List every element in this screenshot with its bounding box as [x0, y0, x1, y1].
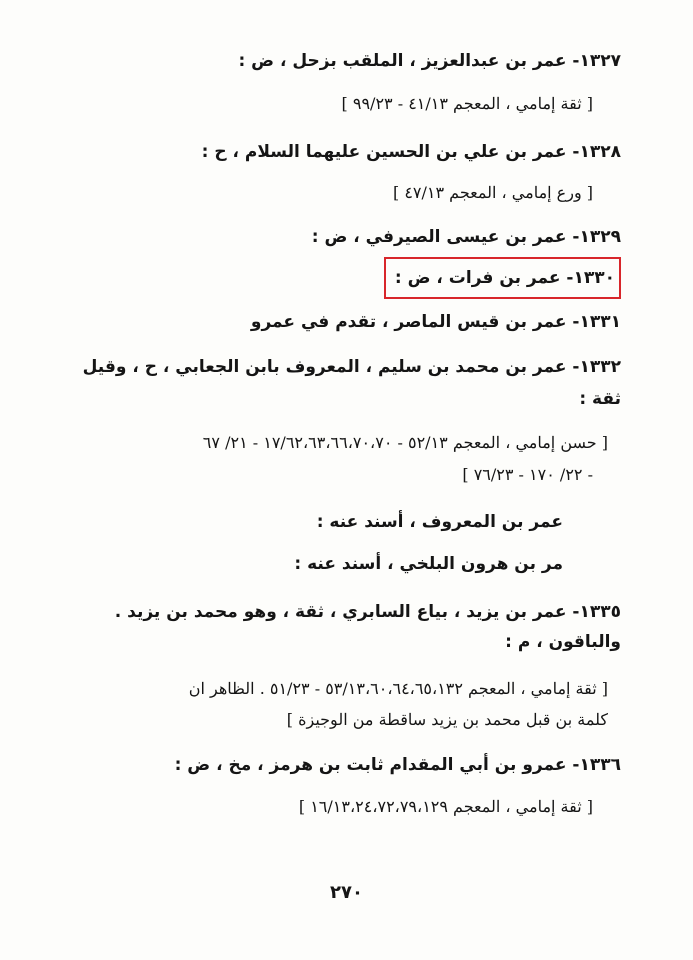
entry-1327: ١٣٢٧- عمر بن عبدالعزيز ، الملقب بزحل ، ض :	[238, 51, 621, 71]
entry-1332: ١٣٣٢- عمر بن محمد بن سليم ، المعروف بابن الجعابي ، ح ، وقيل	[82, 357, 621, 377]
highlight-box	[384, 257, 621, 299]
note-1335: [ ثقة إمامي ، المعجم ٥٣/١٣،٦٠،٦٤،٦٥،١٣٢ - ٥١/٢٣ . الظاهر ان	[188, 679, 608, 698]
entry-1335: ١٣٣٥- عمر بن يزيد ، بياع السابري ، ثقة ، وهو محمد بن يزيد .	[114, 602, 621, 622]
note-1327: [ ثقة إمامي ، المعجم ٤١/١٣ - ٩٩/٢٣ ]	[341, 94, 593, 113]
entry-1336: ١٣٣٦- عمرو بن أبي المقدام ثابت بن هرمز ، مخ ، ض :	[174, 755, 621, 775]
note-1336: [ ثقة إمامي ، المعجم ١٦/١٣،٢٤،٧٢،٧٩،١٢٩ ]	[298, 797, 593, 816]
entry-1335-cont: والباقون ، م :	[505, 632, 621, 652]
entry-1330: ١٣٣٠- عمر بن فرات ، ض :	[394, 268, 615, 288]
entry-1334: مر بن هرون البلخي ، أسند عنه :	[294, 554, 563, 574]
page-number: ٢٧٠	[330, 882, 363, 903]
note-1335-cont: كلمة بن قبل محمد بن يزيد ساقطة من الوجيزة ]	[286, 710, 608, 729]
note-1332: [ حسن إمامي ، المعجم ٥٢/١٣ - ١٧/٦٢،٦٣،٦٦،٧٠،٧٠ - ٢١/ ٦٧	[202, 433, 608, 452]
entry-1333: عمر بن المعروف ، أسند عنه :	[316, 512, 563, 532]
note-1332-cont: - ٢٢/ ١٧٠ - ٧٦/٢٣ ]	[462, 465, 593, 484]
entry-1329: ١٣٢٩- عمر بن عيسى الصيرفي ، ض :	[311, 227, 621, 247]
entry-1328: ١٣٢٨- عمر بن علي بن الحسين عليهما السلام ، ح :	[201, 142, 621, 162]
entry-1331: ١٣٣١- عمر بن قيس الماصر ، تقدم في عمرو	[250, 312, 621, 332]
entry-1332-cont: ثقة :	[579, 389, 621, 409]
note-1328: [ ورع إمامي ، المعجم ٤٧/١٣ ]	[393, 183, 593, 202]
